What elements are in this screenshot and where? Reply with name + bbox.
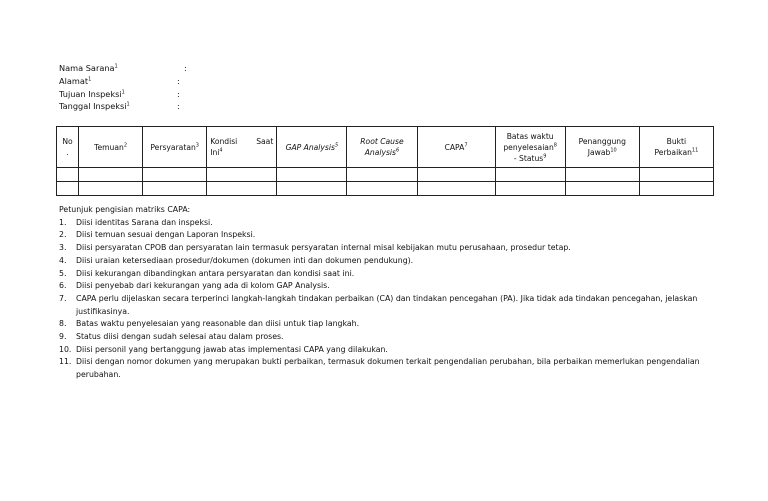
table-cell[interactable] bbox=[347, 168, 417, 182]
table-cell[interactable] bbox=[57, 168, 79, 182]
table-cell[interactable] bbox=[565, 168, 639, 182]
list-item: 2. Diisi temuan sesuai dengan Laporan Inspeksi. bbox=[59, 230, 256, 240]
table-cell[interactable] bbox=[347, 182, 417, 196]
capa-matrix-table bbox=[56, 126, 714, 196]
table-cell[interactable] bbox=[207, 182, 277, 196]
list-item: 6. Diisi penyebab dari kekurangan yang ada di kolom GAP Analysis. bbox=[59, 281, 330, 291]
table-cell[interactable] bbox=[639, 168, 713, 182]
instructions-section bbox=[59, 204, 719, 382]
table-cell[interactable] bbox=[277, 182, 347, 196]
list-item: 3. Diisi persyaratan CPOB dan persyaratan lain termasuk persyaratan internal misal kebijakan mutu perusahaan, prosedur tetap. bbox=[59, 243, 571, 253]
header-persyaratan: Persyaratan$^3$ bbox=[143, 127, 207, 168]
header-kondisi-saat-ini: Kondisi Saat Ini$^4$ bbox=[207, 127, 277, 168]
table-cell[interactable] bbox=[417, 182, 495, 196]
list-item: 4. Diisi uraian ketersediaan prosedur/dokumen (dokumen inti dan dokumen pendukung). bbox=[59, 255, 414, 265]
header-batas-waktu: Batas waktu penyelesaian$^8$ - Status$^9$ bbox=[495, 127, 565, 168]
header-gap-analysis: GAP Analysis$^5$ bbox=[277, 127, 347, 168]
identity-colon: : bbox=[177, 88, 180, 99]
header-root-cause-analysis: Root Cause Analysis$^6$ bbox=[347, 127, 417, 168]
table-cell[interactable] bbox=[565, 182, 639, 196]
list-item: 7. CAPA perlu dijelaskan secara terperinci langkah-langkah tindakan perbaikan (CA) dan tindakan pencegahan (PA). Jika tidak ada tindakan pencegahan, jelaskan justifikasinya. bbox=[59, 293, 698, 316]
identity-colon: : bbox=[177, 101, 180, 112]
table-cell[interactable] bbox=[639, 182, 713, 196]
header-capa: CAPA$^7$ bbox=[417, 127, 495, 168]
table-cell[interactable] bbox=[79, 168, 143, 182]
list-item: 5. Diisi kekurangan dibandingkan antara persyaratan dan kondisi saat ini. bbox=[59, 268, 355, 278]
identity-row-alamat bbox=[59, 75, 180, 88]
identity-label: Tanggal Inspeksi$^1$ bbox=[59, 101, 130, 112]
table-cell[interactable] bbox=[143, 182, 207, 196]
header-penanggung-jawab: Penanggung Jawab$^{10}$ bbox=[565, 127, 639, 168]
identity-row-nama-sarana bbox=[59, 62, 187, 75]
list-item: 9. Status diisi dengan sudah selesai atau dalam proses. bbox=[59, 332, 284, 342]
table-header-row bbox=[57, 127, 714, 168]
instructions-list bbox=[59, 217, 719, 382]
header-temuan: Temuan$^2$ bbox=[79, 127, 143, 168]
list-item: 10. Diisi personil yang bertanggung jawab atas implementasi CAPA yang dilakukan. bbox=[59, 344, 388, 354]
instructions-heading: Petunjuk pengisian matriks CAPA: bbox=[59, 205, 191, 214]
identity-label: Nama Sarana$^1$ bbox=[59, 63, 118, 73]
table-row bbox=[57, 168, 714, 182]
table-cell[interactable] bbox=[143, 168, 207, 182]
table-cell[interactable] bbox=[417, 168, 495, 182]
header-no: No . bbox=[57, 127, 79, 168]
table-cell[interactable] bbox=[277, 168, 347, 182]
identity-label: Alamat$^1$ bbox=[59, 75, 92, 86]
table-cell[interactable] bbox=[57, 182, 79, 196]
header-bukti-perbaikan: Bukti Perbaikan$^{11}$ bbox=[639, 127, 713, 168]
identity-block bbox=[59, 62, 187, 113]
list-item: 11. Diisi dengan nomor dokumen yang merupakan bukti perbaikan, termasuk dokumen terkait pengendalian perubahan, bila perbaikan memerlukan pengendalian perubahan. bbox=[59, 357, 700, 380]
table-cell[interactable] bbox=[207, 168, 277, 182]
identity-label: Tujuan Inspeksi$^1$ bbox=[59, 88, 125, 99]
identity-colon: : bbox=[177, 75, 180, 86]
table-cell[interactable] bbox=[79, 182, 143, 196]
table-cell[interactable] bbox=[495, 182, 565, 196]
list-item: 8. Batas waktu penyelesaian yang reasonable dan diisi untuk tiap langkah. bbox=[59, 319, 360, 329]
table-cell[interactable] bbox=[495, 168, 565, 182]
identity-colon: : bbox=[184, 63, 187, 73]
list-item: 1. Diisi identitas Sarana dan inspeksi. bbox=[59, 217, 213, 227]
table-row bbox=[57, 182, 714, 196]
identity-row-tanggal-inspeksi bbox=[59, 100, 180, 113]
identity-row-tujuan-inspeksi bbox=[59, 88, 180, 101]
